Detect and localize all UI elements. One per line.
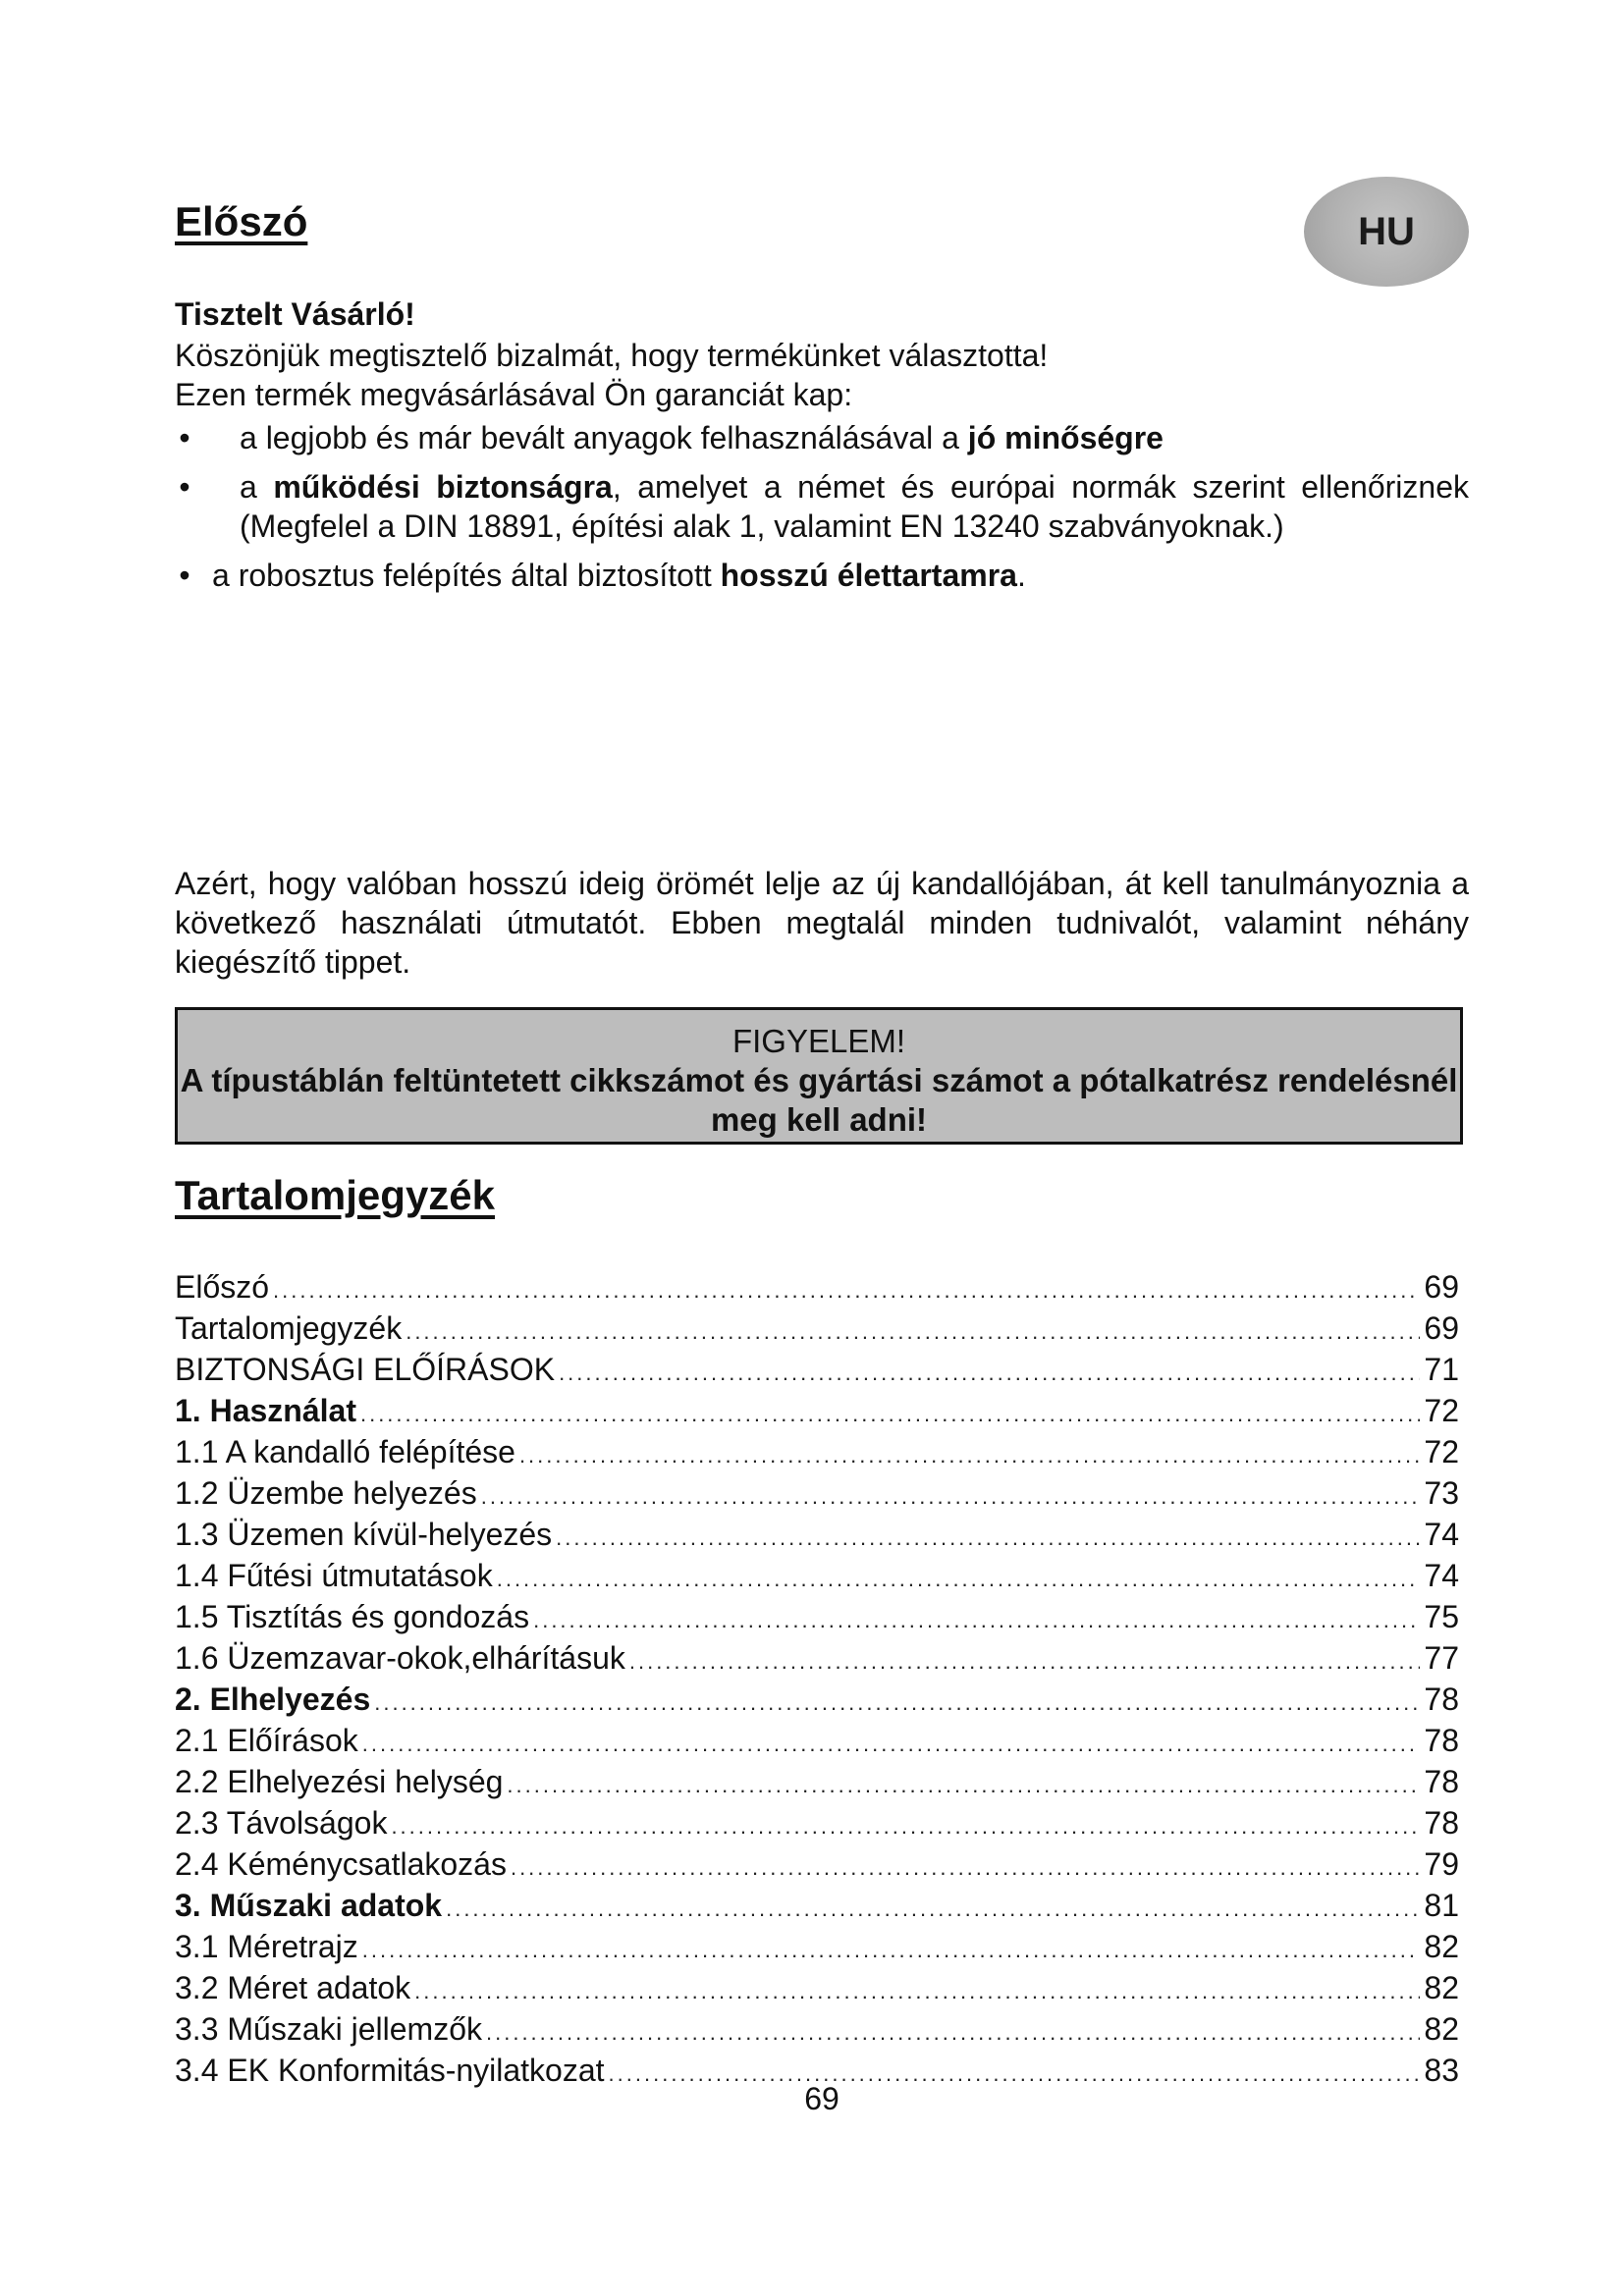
toc-entry-label: 2.4 Kéménycsatlakozás (175, 1846, 507, 1882)
guarantee-text-after: , amelyet a német és európai normák szerint ellenőriznek (Megfelel a DIN 18891, építési alak 1, valamint EN 13240 szabványoknak.) (240, 469, 1469, 544)
toc-entry-page: 74 (1424, 1558, 1459, 1593)
toc-dot-leader (273, 1270, 1420, 1311)
toc-entry-page: 82 (1424, 2011, 1459, 2047)
toc-entry-page: 78 (1424, 1764, 1459, 1799)
language-badge: HU (1304, 177, 1469, 287)
toc-dot-leader (391, 1806, 1420, 1847)
toc-entry-label: 3.2 Méret adatok (175, 1970, 411, 2005)
toc-dot-leader (533, 1600, 1420, 1641)
toc-entry (175, 1349, 1459, 1390)
toc-entry-label: 3.3 Műszaki jellemzők (175, 2011, 482, 2047)
toc-entry-label: 2.3 Távolságok (175, 1805, 388, 1841)
toc-dot-leader (446, 1889, 1420, 1930)
toc-dot-leader (486, 2012, 1420, 2054)
guarantee-item-safety (175, 467, 1469, 546)
toc-entry-page: 72 (1424, 1393, 1459, 1428)
toc-dot-leader (374, 1682, 1420, 1724)
guarantee-text: a legjobb és már bevált anyagok felhasználásával a (240, 420, 968, 455)
foreword-heading: Előszó (175, 198, 308, 244)
toc-entry-page: 82 (1424, 1929, 1459, 1964)
toc-entry (175, 1802, 1459, 1843)
toc-dot-leader (507, 1765, 1420, 1806)
toc-entry-page: 78 (1424, 1723, 1459, 1758)
toc-entry (175, 1637, 1459, 1679)
page-number: 69 (804, 2081, 839, 2116)
thanks-text: Köszönjük megtisztelő bizalmát, hogy termékünket választotta! (175, 338, 1049, 373)
toc-entry-page: 75 (1424, 1599, 1459, 1634)
toc-entry (175, 1967, 1459, 2008)
greeting: Tisztelt Vásárló! (175, 296, 415, 332)
toc-entry-page: 72 (1424, 1434, 1459, 1469)
bullet-icon: • (179, 420, 190, 455)
toc-entry-page: 77 (1424, 1640, 1459, 1676)
bullet-icon: • (179, 469, 190, 505)
toc-entry (175, 1431, 1459, 1472)
toc-entry-page: 81 (1424, 1888, 1459, 1923)
toc-entry (175, 1926, 1459, 1967)
toc-entry-page: 78 (1424, 1805, 1459, 1841)
toc-entry-page: 82 (1424, 1970, 1459, 2005)
guarantee-item-lifetime (175, 556, 1469, 595)
toc-entry-page: 79 (1424, 1846, 1459, 1882)
toc-entry-label: 1.5 Tisztítás és gondozás (175, 1599, 530, 1634)
toc-entry-label: 2.2 Elhelyezési helység (175, 1764, 504, 1799)
toc-entry (175, 1720, 1459, 1761)
warning-message: A típustáblán feltüntetett cikkszámot és gyártási számot a pótalkatrész rendelésnél meg kell adni! (180, 1062, 1458, 1138)
toc-entry-label: 1.3 Üzemen kívül-helyezés (175, 1517, 553, 1552)
guarantee-text-after: . (1016, 558, 1026, 593)
toc-entry-page: 69 (1424, 1310, 1459, 1346)
table-of-contents (175, 1266, 1459, 2091)
toc-dot-leader (559, 1353, 1420, 1394)
toc-entry (175, 1472, 1459, 1514)
guarantee-text: a (240, 469, 274, 505)
toc-dot-leader (519, 1435, 1420, 1476)
toc-dot-leader (362, 1724, 1421, 1765)
guarantee-emphasis: hosszú élettartamra (720, 558, 1017, 593)
toc-entry-label: 1.2 Üzembe helyezés (175, 1475, 477, 1511)
toc-dot-leader (406, 1311, 1420, 1353)
bullet-icon: • (179, 558, 190, 593)
toc-entry-label: Előszó (175, 1269, 270, 1305)
toc-entry-label: 2.1 Előírások (175, 1723, 358, 1758)
toc-entry (175, 1514, 1459, 1555)
guarantee-item-quality (175, 418, 1469, 457)
toc-entry (175, 1761, 1459, 1802)
toc-entry-page: 69 (1424, 1269, 1459, 1305)
toc-entry-label: 1. Használat (175, 1393, 356, 1428)
toc-entry-label: 3.1 Méretrajz (175, 1929, 358, 1964)
toc-entry (175, 1596, 1459, 1637)
guarantee-emphasis: működési biztonságra (273, 469, 613, 505)
toc-dot-leader (362, 1930, 1421, 1971)
toc-heading: Tartalomjegyzék (175, 1172, 496, 1218)
toc-entry (175, 1266, 1459, 1308)
warning-box (175, 1007, 1463, 1145)
intro-paragraph: Azért, hogy valóban hosszú ideig örömét lelje az új kandallójában, át kell tanulmányoznia a következő használati útmutatót. Ebben megtalál minden tudnivalót, valamint néhány kiegészítő tippet. (175, 866, 1469, 980)
guarantee-text: a robosztus felépítés által biztosított (212, 558, 721, 593)
toc-dot-leader (360, 1394, 1420, 1435)
toc-entry (175, 1390, 1459, 1431)
toc-entry-label: BIZTONSÁGI ELŐÍRÁSOK (175, 1352, 556, 1387)
toc-entry-label: 2. Elhelyezés (175, 1682, 371, 1717)
toc-entry (175, 1843, 1459, 1885)
toc-entry-label: 1.6 Üzemzavar-okok,elhárításuk (175, 1640, 625, 1676)
guarantee-intro: Ezen termék megvásárlásával Ön garanciát kap: (175, 377, 853, 412)
toc-dot-leader (511, 1847, 1420, 1889)
toc-dot-leader (497, 1559, 1421, 1600)
toc-entry-page: 73 (1424, 1475, 1459, 1511)
toc-entry (175, 1308, 1459, 1349)
warning-title: FIGYELEM! (731, 1023, 906, 1059)
toc-dot-leader (629, 1641, 1421, 1682)
toc-entry (175, 2008, 1459, 2050)
toc-entry-label: 3. Műszaki adatok (175, 1888, 443, 1923)
toc-entry-label: 3.4 EK Konformitás-nyilatkozat (175, 2053, 605, 2088)
toc-entry-label: Tartalomjegyzék (175, 1310, 403, 1346)
toc-entry-label: 1.1 A kandalló felépítése (175, 1434, 515, 1469)
toc-dot-leader (556, 1518, 1420, 1559)
toc-entry-label: 1.4 Fűtési útmutatások (175, 1558, 493, 1593)
toc-dot-leader (414, 1971, 1420, 2012)
toc-entry-page: 71 (1424, 1352, 1459, 1387)
guarantee-list (175, 418, 1469, 605)
toc-entry-page: 83 (1424, 2053, 1459, 2088)
toc-entry (175, 1885, 1459, 1926)
toc-dot-leader (481, 1476, 1421, 1518)
toc-entry-page: 74 (1424, 1517, 1459, 1552)
toc-entry (175, 1679, 1459, 1720)
guarantee-emphasis: jó minőségre (967, 420, 1164, 455)
toc-entry-page: 78 (1424, 1682, 1459, 1717)
toc-entry (175, 1555, 1459, 1596)
